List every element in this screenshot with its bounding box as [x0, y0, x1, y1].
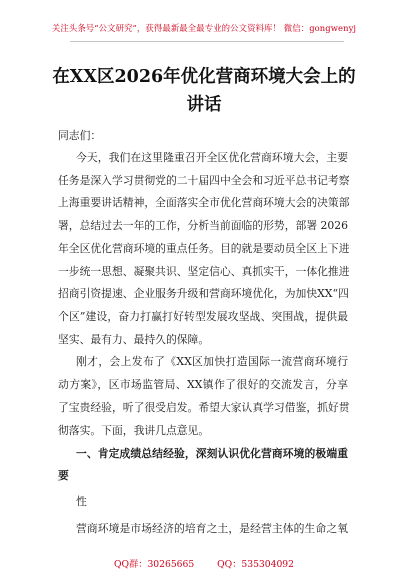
section-heading-line: 要 — [58, 469, 69, 482]
title-line-2: 讲话 — [186, 95, 222, 115]
title-line-1: 在XX区2026年优化营商环境大会上的 — [52, 67, 356, 87]
paragraph-line: 营商环境是市场经济的培育之土，是经营主体的生命之氧 — [76, 522, 348, 535]
paragraph-line: 坚实、最有力、最持久的保障。 — [58, 333, 210, 346]
document-title — [40, 63, 368, 119]
paragraph-line: 动方案》，区市场监管局、XX镇作了很好的交流发言，分享 — [58, 378, 348, 391]
footer-contact — [0, 556, 408, 570]
paragraph-line: 年全区优化营商环境的重点任务。目的就是要动员全区上下进 — [58, 242, 350, 255]
paragraph-line: 刚才，会上发布了《XX区加快打造国际一流营商环境行 — [76, 355, 348, 368]
paragraph-line: 招商引资提速、企业服务升级和营商环境优化，为加快XX“四 — [58, 287, 349, 300]
paragraph-line: 个区”建设，奋力打赢打好转型发展攻坚战、突围战，提供最 — [58, 310, 348, 323]
paragraph-line: 任务是深入学习贯彻党的二十届四中全会和习近平总书记考察 — [58, 174, 350, 187]
section-heading-line: 一、肯定成绩总结经验，深刻认识优化营商环境的极端重 — [76, 447, 348, 460]
salutation: 同志们： — [58, 129, 102, 142]
paragraph-line: 署，总结过去一年的工作，分析当前面临的形势，部署 2026 — [58, 219, 349, 232]
footer-qq-group: QQ群：30265665 — [114, 559, 195, 570]
orphan-text: 性 — [76, 495, 87, 508]
promo-header: 关注头条号“公文研究”，获得最新最全最专业的公文资料库！ 微信：gongwenyj — [51, 23, 357, 33]
paragraph-line: 了宝贵经验，听了很受启发。希望大家认真学习借鉴，抓好贯 — [58, 401, 350, 414]
paragraph-line: 彻落实。下面，我讲几点意见。 — [58, 424, 210, 437]
paragraph-line: 上海重要讲话精神，全面落实全市优化营商环境大会的决策部 — [58, 196, 350, 209]
paragraph-line: 一步统一思想、凝聚共识、坚定信心、真抓实干，一体化推进 — [58, 265, 350, 278]
footer-qq: QQ：535304092 — [217, 559, 294, 570]
paragraph-line: 今天，我们在这里隆重召开全区优化营商环境大会，主要 — [76, 151, 348, 164]
header-divider — [70, 41, 344, 42]
